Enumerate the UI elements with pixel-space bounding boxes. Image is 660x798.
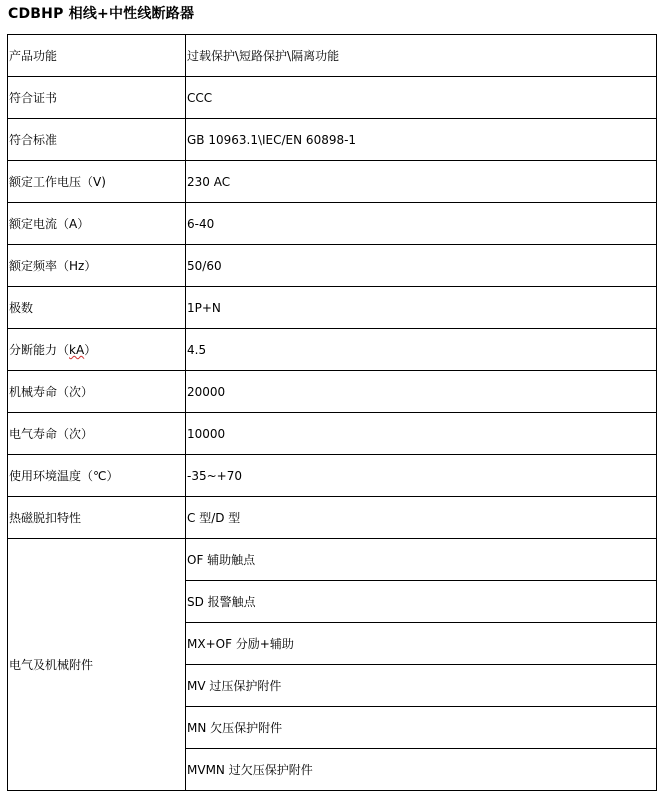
table-row xyxy=(8,77,657,119)
spec-label: 额定电流（A） xyxy=(8,203,186,245)
spec-label: 额定频率（Hz） xyxy=(8,245,186,287)
accessory-item: MVMN 过欠压保护附件 xyxy=(186,749,657,791)
spec-label: 符合标准 xyxy=(8,119,186,161)
table-row xyxy=(8,203,657,245)
table-row xyxy=(8,539,657,581)
spec-value: 230 AC xyxy=(186,161,657,203)
accessory-item: OF 辅助触点 xyxy=(186,539,657,581)
spec-table xyxy=(7,34,657,791)
table-row xyxy=(8,329,657,371)
accessory-item: MX+OF 分励+辅助 xyxy=(186,623,657,665)
table-row xyxy=(8,119,657,161)
spec-label-prefix: 分断能力（ xyxy=(9,343,70,357)
accessories-label: 电气及机械附件 xyxy=(8,539,186,791)
spec-label: 热磁脱扣特性 xyxy=(8,497,186,539)
spec-label: 额定工作电压（V) xyxy=(8,161,186,203)
spec-value: CCC xyxy=(186,77,657,119)
spec-label: 电气寿命（次） xyxy=(8,413,186,455)
spec-value: 20000 xyxy=(186,371,657,413)
document-title: CDBHP 相线+中性线断路器 xyxy=(8,6,195,22)
spec-value: 1P+N xyxy=(186,287,657,329)
spec-value: GB 10963.1\IEC/EN 60898-1 xyxy=(186,119,657,161)
spec-value: 10000 xyxy=(186,413,657,455)
spec-label-unit: kA xyxy=(69,343,85,357)
spec-label: 使用环境温度（℃） xyxy=(8,455,186,497)
spec-label: 产品功能 xyxy=(8,35,186,77)
spec-label: 机械寿命（次） xyxy=(8,371,186,413)
spec-label: 符合证书 xyxy=(8,77,186,119)
spec-value: -35~+70 xyxy=(186,455,657,497)
spec-value: 4.5 xyxy=(186,329,657,371)
table-row xyxy=(8,35,657,77)
table-row xyxy=(8,161,657,203)
spec-value: C 型/D 型 xyxy=(186,497,657,539)
table-row xyxy=(8,497,657,539)
spec-label: 极数 xyxy=(8,287,186,329)
accessory-item: MN 欠压保护附件 xyxy=(186,707,657,749)
spec-label-suffix: ） xyxy=(84,343,97,357)
spec-label xyxy=(8,329,186,371)
spec-value: 50/60 xyxy=(186,245,657,287)
table-row xyxy=(8,371,657,413)
table-row xyxy=(8,287,657,329)
accessory-item: MV 过压保护附件 xyxy=(186,665,657,707)
table-row xyxy=(8,413,657,455)
table-row xyxy=(8,245,657,287)
table-row xyxy=(8,455,657,497)
spec-value: 6-40 xyxy=(186,203,657,245)
accessory-item: SD 报警触点 xyxy=(186,581,657,623)
spec-value: 过载保护\短路保护\隔离功能 xyxy=(186,35,657,77)
